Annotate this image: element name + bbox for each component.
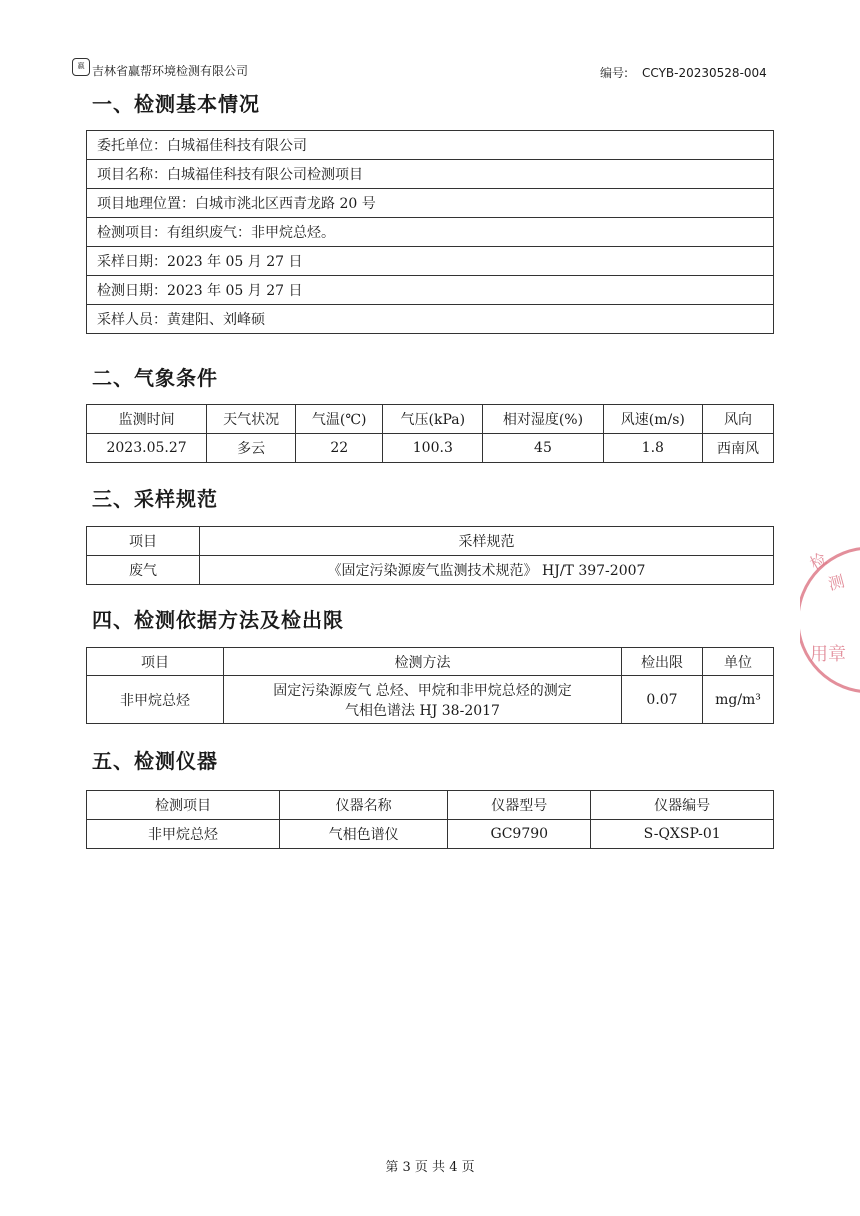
value-cell: GC9790 — [448, 820, 591, 849]
info-cell: 项目地理位置：白城市洮北区西青龙路 20 号 — [87, 189, 774, 218]
basic-info-table — [86, 130, 774, 334]
value-cell: 22 — [296, 434, 383, 463]
sampling-spec-table — [86, 526, 774, 585]
value-cell: 多云 — [207, 434, 296, 463]
header-cell: 仪器名称 — [280, 791, 448, 820]
info-cell: 采样日期：2023 年 05 月 27 日 — [87, 247, 774, 276]
table-row — [87, 434, 774, 463]
header-cell: 风向 — [703, 405, 774, 434]
value-cell: 非甲烷总烃 — [87, 820, 280, 849]
section-title-basic-info: 一、检测基本情况 — [92, 92, 260, 116]
value-cell: S-QXSP-01 — [591, 820, 774, 849]
info-cell: 委托单位：白城福佳科技有限公司 — [87, 131, 774, 160]
value-cell: 气相色谱仪 — [280, 820, 448, 849]
value-cell: 100.3 — [383, 434, 483, 463]
table-row — [87, 820, 774, 849]
header-cell: 天气状况 — [207, 405, 296, 434]
company-logo: 嬴 — [72, 58, 90, 76]
header-cell: 仪器编号 — [591, 791, 774, 820]
svg-text:测: 测 — [826, 571, 847, 594]
info-cell: 检测日期：2023 年 05 月 27 日 — [87, 276, 774, 305]
table-row — [87, 247, 774, 276]
svg-text:检: 检 — [806, 549, 830, 574]
section-title-method: 四、检测依据方法及检出限 — [92, 608, 344, 632]
header-cell: 仪器型号 — [448, 791, 591, 820]
info-cell: 采样人员：黄建阳、刘峰硕 — [87, 305, 774, 334]
value-cell: 《固定污染源废气监测技术规范》 HJ/T 397-2007 — [200, 556, 774, 585]
header-cell: 气压(kPa) — [383, 405, 483, 434]
method-table — [86, 647, 774, 724]
header-cell: 气温(℃) — [296, 405, 383, 434]
table-header-row — [87, 791, 774, 820]
header-cell: 项目 — [87, 527, 200, 556]
value-cell: mg/m³ — [703, 676, 774, 724]
seal-stamp — [800, 530, 860, 710]
header-cell: 风速(m/s) — [603, 405, 702, 434]
instrument-table — [86, 790, 774, 849]
svg-text:用章: 用章 — [810, 644, 846, 665]
header-cell: 相对湿度(%) — [483, 405, 603, 434]
header-cell: 项目 — [87, 648, 224, 676]
company-name: 吉林省赢帮环境检测有限公司 — [92, 64, 249, 78]
table-row — [87, 276, 774, 305]
table-row — [87, 305, 774, 334]
method-line-1: 固定污染源废气 总烃、甲烷和非甲烷总烃的测定 — [273, 682, 572, 699]
method-line-2: 气相色谱法 HJ 38-2017 — [345, 702, 500, 719]
header-cell: 检测项目 — [87, 791, 280, 820]
header-cell: 单位 — [703, 648, 774, 676]
value-cell: 1.8 — [603, 434, 702, 463]
value-cell: 废气 — [87, 556, 200, 585]
value-cell: 非甲烷总烃 — [87, 676, 224, 724]
info-cell: 检测项目：有组织废气：非甲烷总烃。 — [87, 218, 774, 247]
doc-no-label: 编号: — [600, 66, 629, 80]
table-row — [87, 131, 774, 160]
table-header-row — [87, 527, 774, 556]
section-title-instrument: 五、检测仪器 — [92, 749, 218, 773]
table-row — [87, 676, 774, 724]
value-cell: 0.07 — [622, 676, 703, 724]
info-cell: 项目名称：白城福佳科技有限公司检测项目 — [87, 160, 774, 189]
method-cell — [224, 676, 622, 724]
table-row — [87, 189, 774, 218]
table-header-row — [87, 405, 774, 434]
header-cell: 检出限 — [622, 648, 703, 676]
weather-table — [86, 404, 774, 463]
header-cell: 检测方法 — [224, 648, 622, 676]
header-cell: 采样规范 — [200, 527, 774, 556]
value-cell: 2023.05.27 — [87, 434, 207, 463]
table-row — [87, 160, 774, 189]
table-header-row — [87, 648, 774, 676]
section-title-sampling-spec: 三、采样规范 — [92, 487, 218, 511]
value-cell: 西南风 — [703, 434, 774, 463]
doc-no-value: CCYB-20230528-004 — [642, 66, 767, 80]
table-row — [87, 556, 774, 585]
document-number — [600, 64, 767, 81]
table-row — [87, 218, 774, 247]
section-title-weather: 二、气象条件 — [92, 366, 218, 390]
page-footer: 第 3 页 共 4 页 — [385, 1160, 475, 1175]
header-cell: 监测时间 — [87, 405, 207, 434]
value-cell: 45 — [483, 434, 603, 463]
